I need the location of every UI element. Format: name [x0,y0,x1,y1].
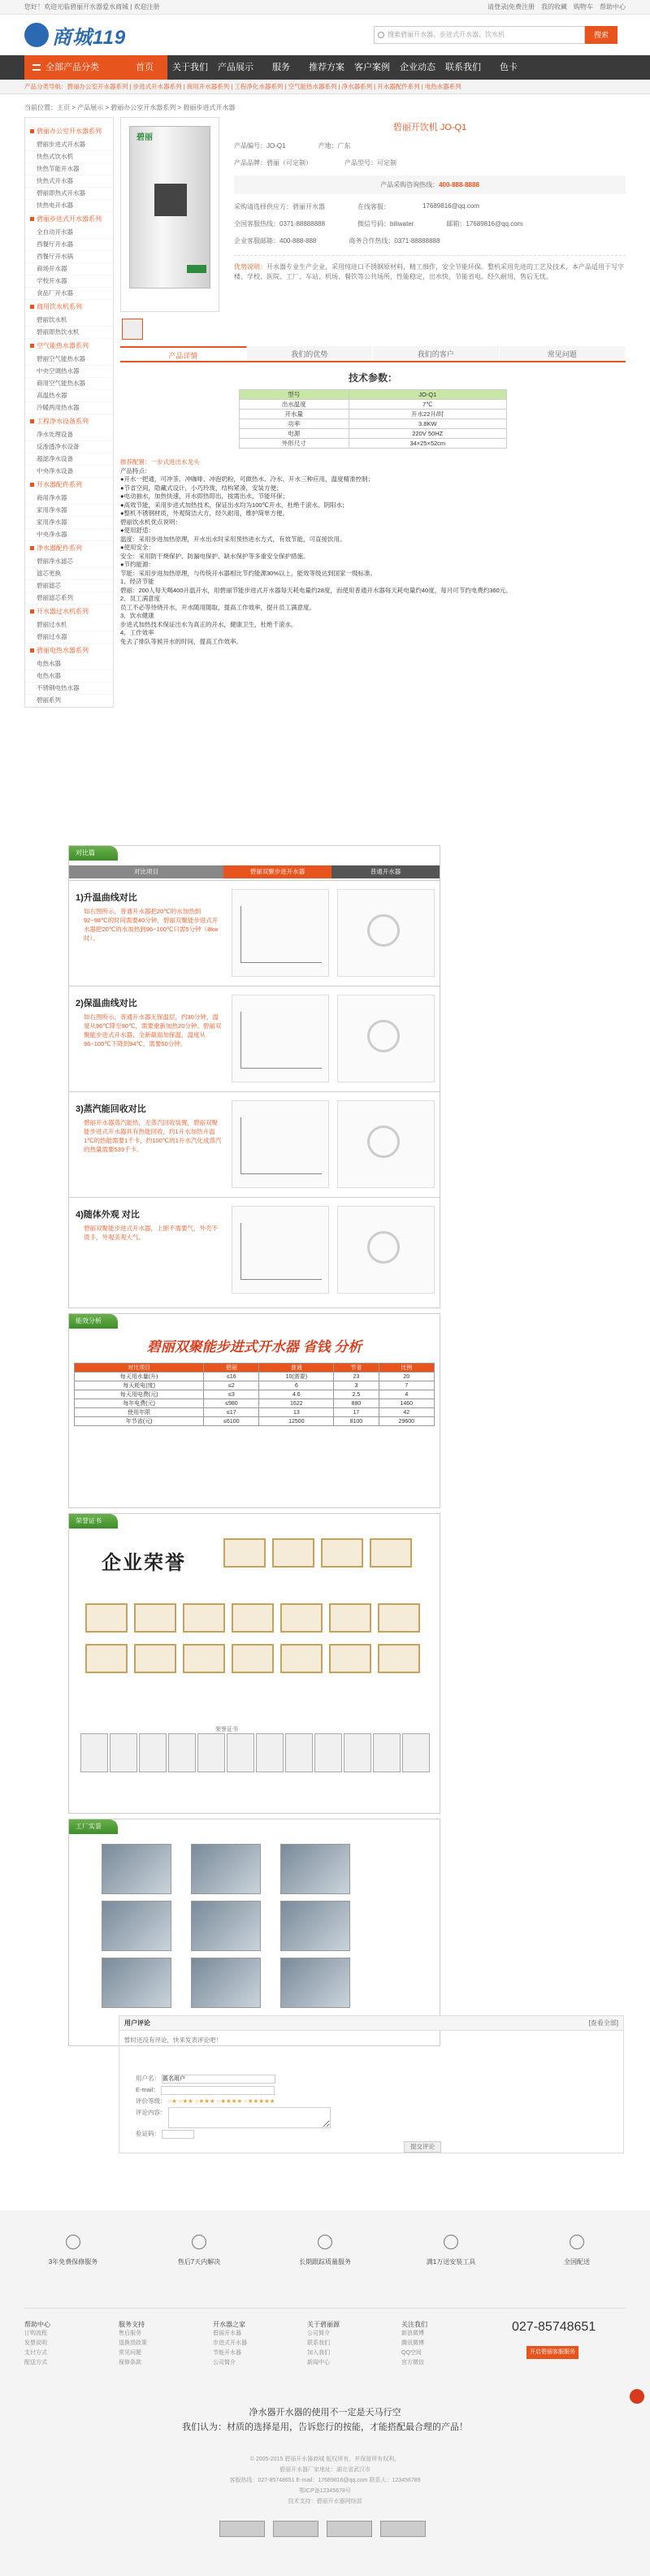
compare-text: 如右图所示，普通开水器把20℃的水加热到92~98℃的时间需要40分钟，碧丽双聚能步进式开水器把20℃的水加热到96~100℃只需5分钟（8kw时）。 [84,908,219,942]
certificate-image [344,1733,371,1772]
certificate-image [402,1733,430,1772]
analysis-cell: ≤17 [204,1408,259,1417]
analysis-cell: 普通 [259,1364,334,1373]
service-icon [570,2235,584,2249]
cart-link[interactable]: 购物车 [574,3,593,11]
certificate-image [110,1733,137,1772]
water-boiler-image: 碧丽 [129,126,210,288]
sidebar-item[interactable]: 商场开水器 [25,263,113,275]
login-link[interactable]: 请登录|免费注册 [487,3,535,11]
certificate-image [314,1733,342,1772]
params-cell: JO-Q1 [349,390,506,400]
footer-link[interactable]: 新浪微博 [401,2331,424,2336]
favorite-link[interactable]: 我的收藏 [541,3,567,11]
trust-badge[interactable] [327,2521,372,2537]
text-line: ●高效节能，采用步进式加热技术，保证出水均为100℃开水，杜绝千滚水、阴阳水； [120,501,349,509]
analysis-cell: 年节省(元) [75,1417,204,1426]
text-line: ●使用安全： [120,544,155,551]
hotline-number: 400-888-8888 [439,181,479,189]
comment-textarea[interactable] [168,2107,331,2128]
footer-col-title: 帮助中心 [24,2321,50,2328]
footer-col-title: 服务支持 [119,2321,145,2328]
text-line: 4、工作效率 [120,629,154,636]
certificate-image [139,1733,167,1772]
normal-chart [337,1206,435,1294]
factory-block: 工厂实景 [68,1819,440,2046]
footer-link[interactable]: 支付方式 [24,2350,47,2356]
sidebar-item[interactable]: 电热水器 [25,658,113,670]
certificate-image [378,1603,420,1633]
top-bar [0,0,650,15]
text-line: 产品特点： [120,466,151,475]
footer-link[interactable]: 步进式开水器 [213,2340,247,2346]
certificate-image [329,1603,371,1633]
footer-column [24,2320,119,2368]
analysis-cell: 13 [259,1408,334,1417]
footer: 3年免费保修服务 售后7天内解决 长期跟踪质量服务 满1万送安装工具 全国配送 帮助中心 订购流程 发票说明 支付方式 配送方式 服务支持 售后服务 退换货政策 常见问题 保修条款 开水器之家 碧丽开水器 步进式开水器 节能开水器 公司简介 关于碧丽源 公司简介 联系我们 加入我们 新闻中心 关注我们 新浪微博 腾讯微博 QQ空间 官方微信 027-85748651 开启碧丽客服服务 净水器开水器的使用不一定是天马行空 我们认为：材质的选择是用，告诉您行的按能，才能搭配最合理的产品！ © 2005-2015 碧丽开水器商城 版权所有，并保留所有权利。 碧丽开水器厂家地址：湖北省武汉市 客服热线：027-85748651 E-mail：17689816@qq.com 联系人：123456789 鄂ICP备12345678号 技术支持：碧丽开水器网络部 [0,2210,650,2576]
product-code: 产品编号：JO-Q1 [234,142,286,150]
certificate-image [183,1603,225,1633]
certificate-image [280,1603,323,1633]
copyright-line: 技术支持：碧丽开水器网络部 [288,2499,362,2504]
factory-photo [191,1901,261,1951]
sidebar-item[interactable]: 净水处理设备 [25,429,113,441]
analysis-cell: 3 [334,1381,379,1390]
product-thumbnail[interactable] [122,319,143,340]
service-icon [444,2235,458,2249]
params-cell: 功率 [240,419,349,429]
analysis-cell: 880 [334,1399,379,1408]
nav-item[interactable]: 关于我们 [172,63,208,72]
tab-3[interactable]: 常见问题 [500,346,626,361]
analysis-cell: 1622 [259,1399,334,1408]
sidebar-item[interactable]: 全自动开水器 [25,227,113,239]
analysis-cell: 使用年限 [75,1408,204,1417]
analysis-cell: 6 [259,1381,334,1390]
analysis-cell: ≤3 [204,1390,259,1399]
bili-chart [232,995,329,1082]
submit-comment-button[interactable]: 提交评论 [404,2141,441,2153]
footer-column [401,2320,496,2368]
analysis-block: 能效分析 碧丽双聚能步进式开水器 省钱 分析 对比项目 碧丽 普通 节省 比例 每天用水量(升) ≤16 10(需要) 23 20 每天耗电(度) ≤2 6 3 7 每天用电费(元) ≤3 4.6 2.5 4 每年电费(元) ≤980 1622 880 1460 使用年限 ≤17 13 17 42 年节省(元) ≤6100 12500 8100 29600 [68,1313,440,1508]
params-title: 技术参数： [348,372,397,384]
nav-item[interactable]: 产品展示 [218,63,254,72]
sidebar-item[interactable]: 高温热水器 [25,390,113,402]
footer-link[interactable]: 加入我们 [307,2350,330,2356]
sidebar [24,117,114,708]
analysis-cell: 每年电费(元) [75,1399,204,1408]
params-table [239,389,507,449]
sidebar-item[interactable]: 快热电开水器 [25,200,113,212]
sidebar-item[interactable]: 食品厂开水器 [25,288,113,300]
text-line: ●开水一把通，可冲茶、冲咖啡、冲泡奶粉，可做热水、冷水、开水三种应用，温度精准控制； [120,475,375,483]
analysis-cell: 17 [334,1408,379,1417]
certificate-image [329,1644,371,1673]
compare-title: 2)保温曲线对比 [76,999,137,1008]
sidebar-group[interactable]: 工程净水设备系列 [25,414,113,429]
service-item [150,2235,248,2266]
product-brand: 产品品牌：碧丽（可定制） [234,159,312,167]
compare-section [69,986,440,1090]
certificate-image [232,1603,274,1633]
service-label: 全国配送 [564,2258,590,2266]
nav-item[interactable]: 色卡 [500,63,518,72]
sidebar-item[interactable]: 碧丽滤芯系列 [25,592,113,605]
footer-column [213,2320,307,2368]
sidebar-item[interactable]: 电热水器 [25,670,113,683]
product-title: 碧丽开饮机 JO-Q1 [392,123,467,132]
text-line: ●节约能源： [120,561,155,568]
params-cell: 开水22升/时 [349,410,506,419]
sidebar-item[interactable]: 滤芯更换 [25,568,113,580]
params-cell: 开水量 [240,410,349,419]
sidebar-item[interactable]: 碧丽步进式开水器 [25,139,113,151]
service-item [402,2235,500,2266]
factory-photo [280,1844,350,1894]
factory-photo [191,1958,261,2008]
footer-link[interactable]: 联系我们 [307,2340,330,2346]
compare-title: 3)蒸汽能回收对比 [76,1104,146,1114]
footer-col-title: 开水器之家 [213,2321,245,2328]
text-line: 步进式加热技术保证出水为真正的开水，健康卫生，杜绝千滚水。 [120,620,297,628]
analysis-cell: 1460 [379,1399,434,1408]
footer-link[interactable]: 发票说明 [24,2340,47,2346]
sidebar-item[interactable]: 家用净水器 [25,505,113,517]
sidebar-item[interactable]: 碧丽即热饮水机 [25,327,113,339]
sidebar-item[interactable]: 反渗透净水设备 [25,441,113,453]
sidebar-group[interactable]: 碧丽步进式开水器系列 [25,212,113,227]
view-all-link[interactable]: [查看全部] [588,2019,618,2027]
all-categories-button[interactable]: 全部产品分类 [24,55,122,80]
username-input[interactable] [162,2075,275,2084]
sidebar-item[interactable]: 碧丽过水机 [25,619,113,631]
nav-item[interactable]: 联系我们 [445,63,481,72]
sidebar-item[interactable]: 西餐厅开水器 [25,239,113,251]
footer-link[interactable]: 配送方式 [24,2360,47,2366]
menu-icon [32,64,41,71]
analysis-cell: 12500 [259,1417,334,1426]
analysis-cell: 4 [379,1390,434,1399]
certificate-image [168,1733,196,1772]
analysis-cell: 10(需要) [259,1373,334,1381]
certificate-image [232,1644,274,1673]
text-line: ●整机不锈钢材质，外观简洁大方，经久耐用，维护简单方便。 [120,510,289,517]
certificate-image [285,1733,313,1772]
footer-column [307,2320,401,2368]
text-line: 温度：采用步进加热原理，开水出水时采用预热进水方式，有效节能，可直接饮用。 [120,535,346,543]
copyright-line: 客服热线：027-85748651 E-mail：17689816@qq.com 联系人：123456789 [229,2478,421,2483]
hotline-box: 产品采购咨询热线：400-888-8888 [234,176,626,194]
sidebar-item[interactable]: 碧丽滤芯 [25,580,113,592]
sidebar-item[interactable]: 中央净水器 [25,529,113,541]
certificate-image [134,1644,176,1673]
analysis-cell: 每天用电费(元) [75,1390,204,1399]
footer-link[interactable]: 常见问题 [119,2350,141,2356]
search-button[interactable]: 搜索 [585,26,618,44]
text-line: 碧丽饮水机优点说明： [120,518,181,526]
analysis-cell: 7 [379,1381,434,1390]
compare-section [69,1091,440,1195]
factory-photo [191,1844,261,1894]
certificate-image [183,1644,225,1673]
analysis-cell: 20 [379,1373,434,1381]
compare-title: 4)随体外观 对比 [76,1210,140,1220]
service-label: 售后7天内解决 [177,2258,221,2266]
customer-service-button[interactable]: 开启碧丽客服服务 [526,2346,578,2359]
search-input[interactable]: 搜索碧丽开水器、步进式开水器、饮水机 [374,26,585,44]
normal-chart [337,889,435,977]
sidebar-item[interactable]: 不锈钢电热水器 [25,683,113,695]
bili-chart [232,1206,329,1294]
copyright-line: © 2005-2015 碧丽开水器商城 版权所有，并保留所有权利。 [249,2457,401,2462]
text-line: ●节省空间，隐藏式设计，小巧玲珑，结构紧凑，安装方便； [120,484,283,492]
sidebar-group[interactable]: 空气能热水器系列 [25,339,113,353]
sidebar-item[interactable]: 学校开水器 [25,275,113,288]
comment-block: [查看全部] 用户评论 暂时还没有评论，快来发表评论吧！ 用户名： 匿名用户 E-mail： 评价等级： ○★ ○★★ ○★★★ ○★★★★ ○★★★★★ 评论内容： 验证码： 提交评论 [119,2015,624,2153]
text-line: 碧丽：200人每天喝400升温开水，用碧丽节能步进式开水器每天耗电量约28度，而使用普通开水器每天耗电量约40度，每月可节约电费约360元。 [120,586,512,594]
sidebar-item[interactable]: 商用空气能热水器 [25,378,113,390]
analysis-cell: 每天用水量(升) [75,1373,204,1381]
footer-col-title: 关注我们 [401,2321,427,2328]
footer-link[interactable]: 退换货政策 [119,2340,147,2346]
certificate-image [378,1644,420,1673]
sidebar-group[interactable]: 碧丽办公室开水器系列 [25,124,113,139]
service-label: 长期跟踪质量服务 [299,2258,351,2266]
analysis-cell: 比例 [379,1364,434,1373]
tab-0[interactable]: 产品详情 [120,346,247,361]
compare-text: 碧丽双聚能步进式开水器，上胆不需要气，外壳不烫手，外观美观大气。 [84,1225,218,1241]
trust-badge[interactable] [273,2521,318,2537]
service-item [528,2235,626,2266]
compare-title: 1)升温曲线对比 [76,893,137,903]
rating-stars[interactable]: ○★ ○★★ ○★★★ ○★★★★ ○★★★★★ [167,2097,275,2105]
service-label: 满1万送安装工具 [426,2258,476,2266]
params-cell: 34×25×52cm [349,439,506,449]
sidebar-group[interactable]: 商用饮水机系列 [25,300,113,314]
certificate-image [256,1733,284,1772]
text-line: 员工不必等待烧开水，开水随用随取，提高工作效率，提升员工满意度。 [120,603,315,611]
tab-2[interactable]: 我们的客户 [373,346,500,361]
service-label: 3年免费保修服务 [48,2258,98,2266]
text-line: 安全：采用防干烧保护、防漏电保护、缺水保护等多重安全保护措施。 [120,552,310,560]
tab-1[interactable]: 我们的优势 [247,346,374,361]
sidebar-item[interactable]: 西餐厅开水锅 [25,251,113,263]
analysis-cell: 42 [379,1408,434,1417]
sidebar-item[interactable]: 中央空调热水器 [25,366,113,378]
compare-text: 如右图所示，普通开水器无保温层，约30分钟，温度从96℃降至90℃，需要重新加热20分钟。碧丽双聚能步进式开水器，全新截面加保温，温度从96~100℃下降到94℃，需要50分钟。 [84,1013,222,1047]
compare-block: 对比篇 对比项目 碧丽双聚步进开水器 普通开水器 1)升温曲线对比 如右图所示，普通开水器把20℃的水加热到92~98℃的时间需要40分钟，碧丽双聚能步进式开水器把20℃的水加热到96~100℃只需5分钟（8kw时）。 2)保温曲线对比 如右图所示，普通开水器无保温层，约30分钟，温度从96℃降至90℃，需要重新加热20分钟。碧丽双聚能步进式开水器，全新截面加保温，温度从96~100℃下降到94℃，需要50分钟。 3)蒸汽能回收对比 碧丽开水器蒸汽能热，无蒸汽回收装置，碧丽双聚能步进式开水器具有热能回收，约1升水加热升温1℃的热能需要1千卡，约100℃的1升水汽化成蒸汽的热量需要539千卡。 4)随体外观 对比 碧丽双聚能步进式开水器，上胆不需要气，外壳不烫手，外观美观大气。 [68,845,440,1308]
sidebar-group[interactable]: 碧丽电热水器系列 [25,644,113,658]
sidebar-item[interactable]: 碧丽即热式开水器 [25,188,113,200]
footer-link[interactable]: 订购流程 [24,2331,47,2336]
text-line: 节能：采用步进加热原理，与传统开水器相比节约能源30%以上，能效等级达到国家一级标准。 [120,569,377,577]
certificate-image [197,1733,225,1772]
text-line: 免去了排队等候开水的时间，提高工作效率。 [120,637,242,645]
params-cell: 电源 [240,429,349,439]
compare-section [69,1197,440,1301]
email-input[interactable] [161,2086,275,2095]
sidebar-item[interactable]: 家用净水器 [25,517,113,529]
sidebar-item[interactable]: 超滤净水设备 [25,453,113,466]
certificate-image [373,1733,401,1772]
product-detail-text [120,458,626,646]
breadcrumb: 当前位置：主页 > 产品展示 > 碧丽办公室开水器系列 > 碧丽步进式开水器 [24,104,236,111]
service-icon [66,2235,80,2249]
footer-link[interactable]: QQ空间 [401,2350,422,2356]
text-line: 3、饮水健康 [120,612,154,619]
footer-link[interactable]: 公司简介 [213,2360,236,2366]
certificate-image [370,1538,412,1568]
service-icon [192,2235,206,2249]
nav-item[interactable]: 客户案例 [354,63,390,72]
certificate-image [321,1538,363,1568]
compare-text: 碧丽开水器蒸汽能热，无蒸汽回收装置，碧丽双聚能步进式开水器具有热能回收，约1升水加热升温1℃的热能需要1千卡，约100℃的1升水汽化成蒸汽的热量需要539千卡。 [84,1119,222,1153]
product-image [120,117,219,312]
trust-badge[interactable] [380,2521,426,2537]
nav-item[interactable]: 企业动态 [400,63,436,72]
bili-chart [232,1100,329,1188]
footer-link[interactable]: 公司简介 [307,2331,330,2336]
copyright-line: 碧丽开水器厂家地址：湖北省武汉市 [280,2467,370,2473]
sidebar-item[interactable]: 快热式开水器 [25,176,113,188]
certificate-image [227,1733,254,1772]
footer-link[interactable]: 官方微信 [401,2360,424,2366]
sidebar-group[interactable]: 开水器配件系列 [25,478,113,492]
sidebar-item[interactable]: 碧丽净水滤芯 [25,556,113,568]
sidebar-item[interactable]: 碧丽饮水机 [25,314,113,327]
product-model: 产品型号：可定制 [344,159,396,167]
search-icon [378,32,384,38]
sidebar-item[interactable]: 碧丽系列 [25,695,113,707]
footer-link[interactable]: 腾讯微博 [401,2340,424,2346]
factory-photo [102,1901,171,1951]
product-origin: 产地：广东 [318,142,351,150]
analysis-cell: 对比项目 [75,1364,204,1373]
bili-chart [232,889,329,977]
text-line: 1、经济节能 [120,578,154,585]
footer-column [119,2320,213,2368]
footer-link[interactable]: 节能开水器 [213,2350,241,2356]
certificate-image [280,1644,323,1673]
nav-item[interactable]: 推荐方案 [309,63,344,72]
factory-photo [280,1901,350,1951]
certificate-image [134,1603,176,1633]
normal-chart [337,995,435,1082]
analysis-cell: 每天耗电(度) [75,1381,204,1390]
analysis-cell: 节省 [334,1364,379,1373]
certificate-image [80,1733,108,1772]
params-cell: 型号 [240,390,349,400]
honor-title: 企业荣誉 [102,1552,186,1574]
trust-badge[interactable] [219,2521,265,2537]
footer-link[interactable]: 碧丽开水器 [213,2331,241,2336]
analysis-cell: ≤16 [204,1373,259,1381]
sidebar-item[interactable]: 碧丽过水器 [25,631,113,644]
certificate-image [223,1538,266,1568]
online-service-link[interactable]: 在线客服： [358,203,390,210]
logo[interactable]: 商城119 [24,18,138,50]
analysis-cell: 23 [334,1373,379,1381]
welcome-text: 您好！欢迎光临碧丽开水器爱水商城 | 欢迎注册 [24,3,160,11]
footer-link[interactable]: 保修条款 [119,2360,141,2366]
sidebar-item[interactable]: 碧丽空气能热水器 [25,353,113,366]
sidebar-item[interactable]: 冷暖两用热水器 [25,402,113,414]
certificate-image [272,1538,314,1568]
footer-link[interactable]: 售后服务 [119,2331,141,2336]
analysis-cell: 8100 [334,1417,379,1426]
copyright-line: 鄂ICP备12345678号 [299,2488,351,2494]
text-line: ●使用舒适： [120,527,155,534]
factory-photo [102,1958,171,2008]
sidebar-item[interactable]: 中央净水设备 [25,466,113,478]
online-chat-icon[interactable] [630,2389,644,2404]
text-line: 2、员工满意度 [120,595,161,602]
sidebar-item[interactable]: 快热式饮水机 [25,151,113,163]
normal-chart [337,1100,435,1188]
nav-item[interactable]: 首页 [122,55,167,80]
certificate-image [85,1603,128,1633]
product-description: 优势说明：开水器专业生产企业，采用纯进口不锈钢原材料，精工细作，安全节能环保。整机采用先进的工艺及技术，本产品适用于写字楼、学校、医院、工厂、车站、机场、餐饮等公共场所，性能稳定，出水快，节能省电。经久耐用，售后无忧。 [234,255,626,282]
text-heading: 推荐配置：一步式进出水龙头 [120,458,200,466]
factory-photo [280,1958,350,2008]
analysis-cell: 4.6 [259,1390,334,1399]
analysis-cell: 碧丽 [204,1364,259,1373]
text-line: ●电动抽水，加热快速，开水即热即出，按需出水，节能环保； [120,492,289,500]
analysis-cell: 2.5 [334,1390,379,1399]
analysis-table [74,1363,435,1426]
params-cell: 220V 50HZ [349,429,506,439]
footer-phone: 027-85748651 [512,2320,596,2334]
service-item [276,2235,374,2266]
analysis-title: 碧丽双聚能步进式开水器 省钱 分析 [146,1339,362,1355]
analysis-cell: ≤2 [204,1381,259,1390]
analysis-cell: ≤6100 [204,1417,259,1426]
footer-link[interactable]: 新闻中心 [307,2360,330,2366]
sidebar-item[interactable]: 商用净水器 [25,492,113,505]
params-cell: 7℃ [349,400,506,410]
captcha-input[interactable] [162,2130,194,2139]
honor-block: 荣誉证书 企业荣誉 荣誉证书 [68,1513,440,1814]
compare-section [69,880,440,984]
logo-mark-icon [24,23,49,47]
sidebar-group[interactable]: 净水器配件系列 [25,541,113,556]
footer-col-title: 关于碧丽源 [307,2321,340,2328]
service-item [24,2235,122,2266]
params-cell: 3.8KW [349,419,506,429]
service-icon [318,2235,332,2249]
factory-photo [102,1844,171,1894]
help-link[interactable]: 帮助中心 [600,3,626,11]
category-subnav[interactable]: 产品分类导航：碧丽办公室开水器系列 | 步进式开水器系列 | 商用开水器系列 | 工程净化水器系列 | 空气能热水器系列 | 净水器系列 | 开水器配件系列 | 电热水器系列 [24,83,462,90]
params-cell: 出水温度 [240,400,349,410]
params-cell: 外形尺寸 [240,439,349,449]
nav-item[interactable]: 服务 [272,63,290,72]
sidebar-group[interactable]: 开水器过水机系列 [25,605,113,619]
compare-heading: 对比篇 [69,846,118,861]
analysis-cell: 29600 [379,1417,434,1426]
certificate-image [85,1644,128,1673]
analysis-cell: ≤980 [204,1399,259,1408]
sidebar-item[interactable]: 快热节能开水器 [25,163,113,176]
